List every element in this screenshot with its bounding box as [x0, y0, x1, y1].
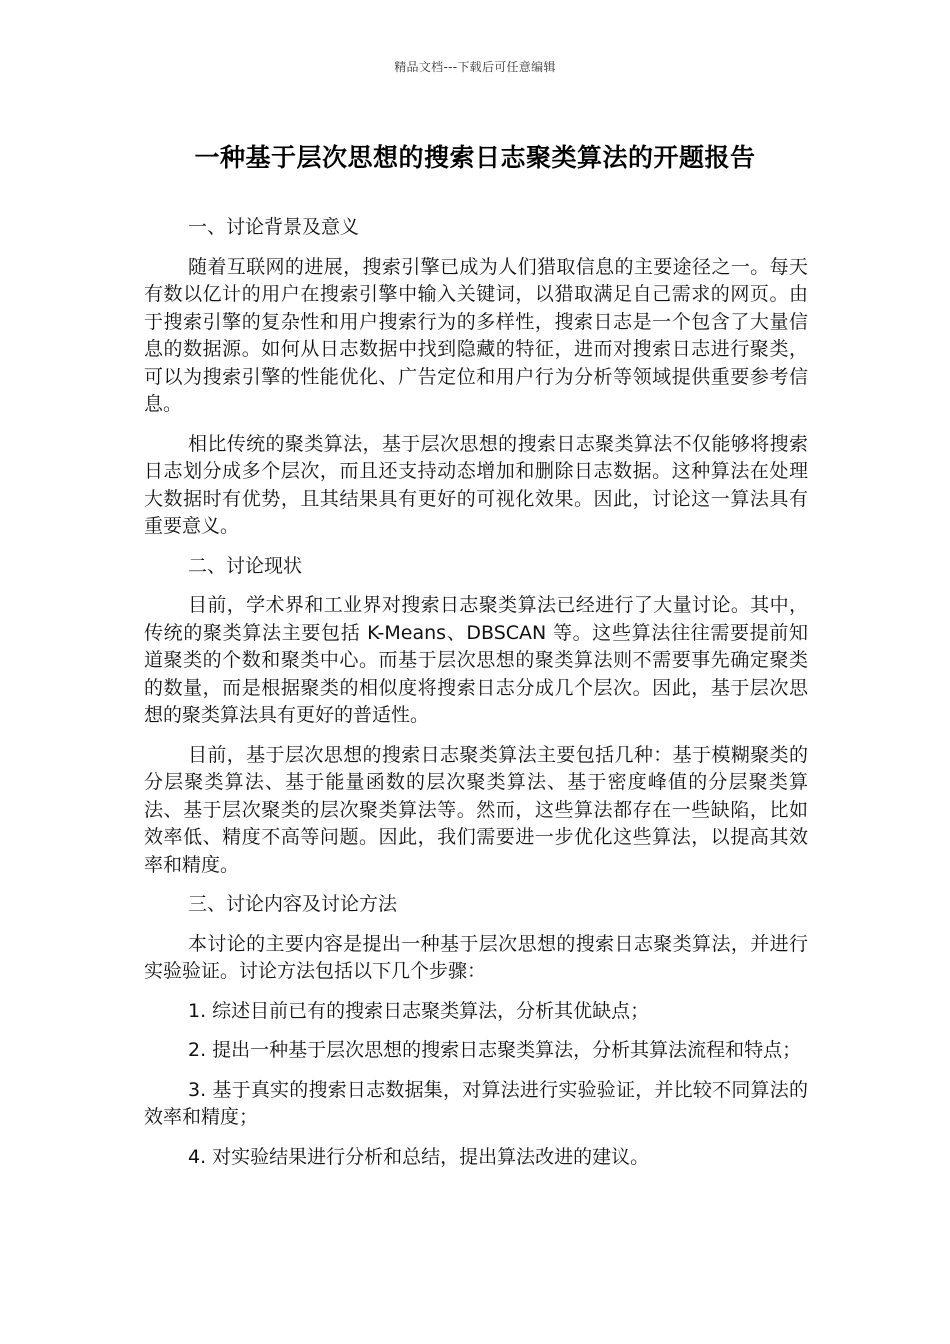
- section-heading-methods: 三、讨论内容及讨论方法: [188, 893, 398, 915]
- list-item-step-1: 1. 综述目前已有的搜索日志聚类算法，分析其优缺点；: [188, 999, 650, 1022]
- list-item-step-3: 3. 基于真实的搜索日志数据集，对算法进行实验验证，并比较不同算法的效率和精度；: [144, 1078, 808, 1128]
- paragraph-methods-intro: 本讨论的主要内容是提出一种基于层次思想的搜索日志聚类算法，并进行实验验证。讨论方法包括以下几个步骤：: [144, 932, 808, 982]
- paragraph-status-1: 目前，学术界和工业界对搜索日志聚类算法已经进行了大量讨论。其中，传统的聚类算法主要包括 K-Means、DBSCAN 等。这些算法往往需要提前知道聚类的个数和聚类中心。而基于层次思想的聚类算法则不需要事先确定聚类的数量，而是根据聚类的相似度将搜索日志分成几个层次。因此，基于层次思想的聚类算法具有更好的普适性。: [144, 594, 808, 726]
- document-title: 一种基于层次思想的搜索日志聚类算法的开题报告: [194, 143, 756, 172]
- list-item-step-4: 4. 对实验结果进行分析和总结，提出算法改进的建议。: [188, 1145, 650, 1168]
- document-body: [144, 214, 808, 1183]
- page-header: 精品文档---下载后可任意编辑: [394, 60, 556, 74]
- list-item-step-2: 2. 提出一种基于层次思想的搜索日志聚类算法，分析其算法流程和特点；: [188, 1039, 802, 1061]
- paragraph-background-1: 随着互联网的进展，搜索引擎已成为人们猎取信息的主要途径之一。每天有数以亿计的用户在搜索引擎中输入关键词，以猎取满足自己需求的网页。由于搜索引擎的复杂性和用户搜索行为的多样性，搜索日志是一个包含了大量信息的数据源。如何从日志数据中找到隐藏的特征，进而对搜索日志进行聚类，可以为搜索引擎的性能优化、广告定位和用户行为分析等领域提供重要参考信息。: [144, 255, 808, 415]
- paragraph-status-2: 目前，基于层次思想的搜索日志聚类算法主要包括几种：基于模糊聚类的分层聚类算法、基于能量函数的层次聚类算法、基于密度峰值的分层聚类算法、基于层次聚类的层次聚类算法等。然而，这些算法都存在一些缺陷，比如效率低、精度不高等问题。因此，我们需要进一步优化这些算法，以提高其效率和精度。: [144, 743, 808, 876]
- section-heading-background: 一、讨论背景及意义: [188, 216, 360, 238]
- paragraph-background-2: 相比传统的聚类算法，基于层次思想的搜索日志聚类算法不仅能够将搜索日志划分成多个层次，而且还支持动态增加和删除日志数据。这种算法在处理大数据时有优势，且其结果具有更好的可视化效果。因此，讨论这一算法具有重要意义。: [144, 432, 808, 537]
- section-heading-status: 二、讨论现状: [188, 554, 303, 577]
